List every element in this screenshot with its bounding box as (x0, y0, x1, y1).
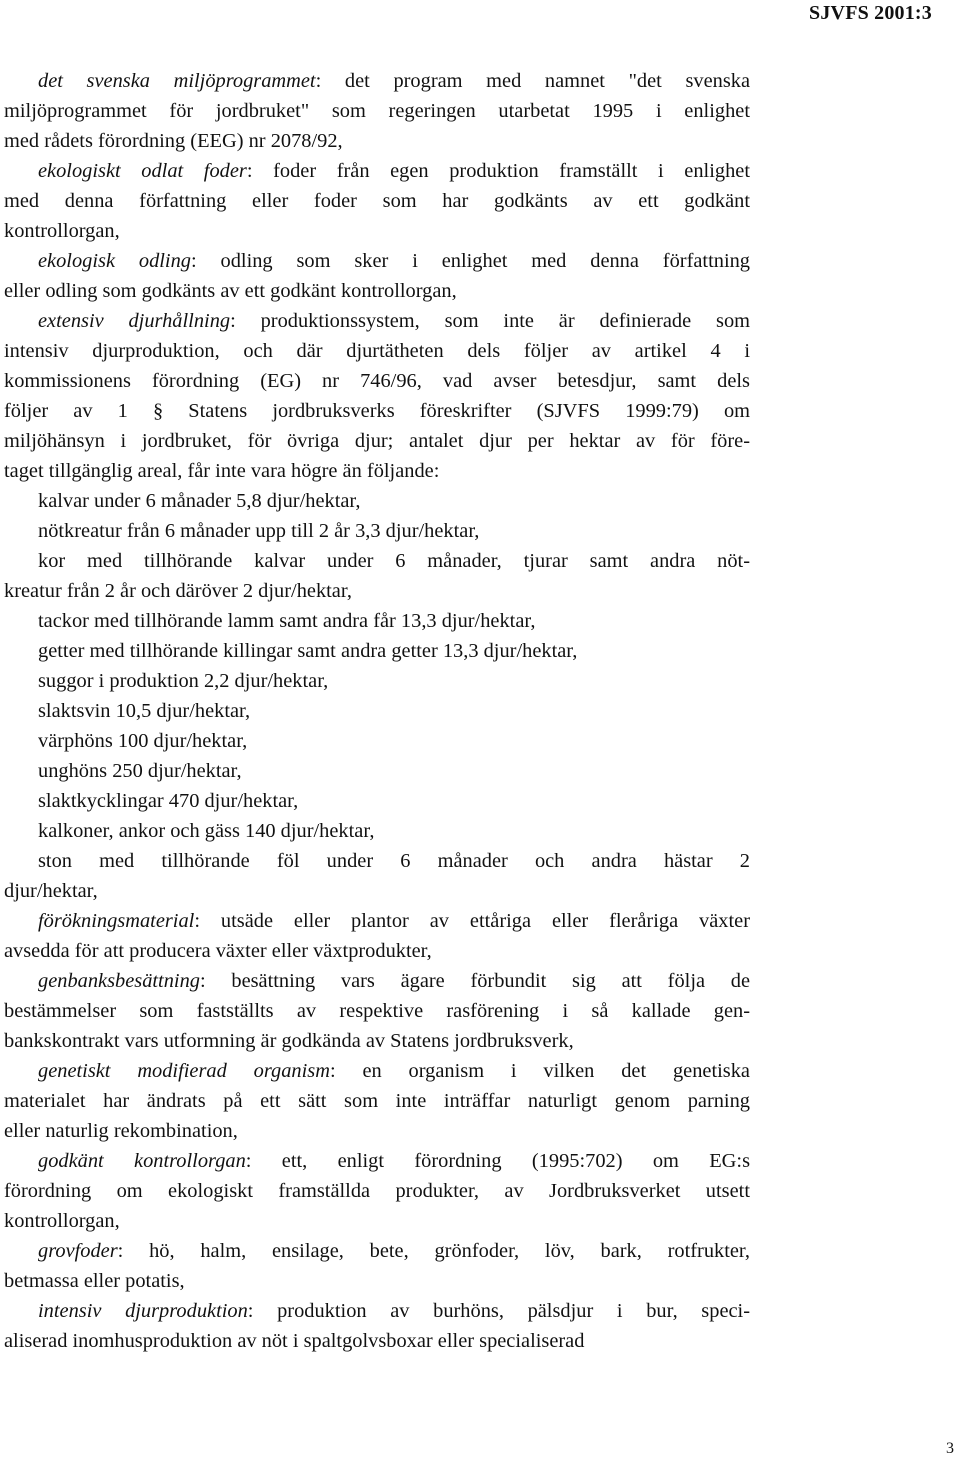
line-text: med rådets förordning (EEG) nr 2078/92, (4, 130, 343, 152)
text-line (4, 816, 750, 846)
text-line (4, 276, 750, 306)
defined-term: extensiv djurhållning (38, 310, 231, 332)
definition-line (4, 1236, 750, 1266)
line-text: getter med tillhörande killingar samt andra getter 13,3 djur/hektar, (38, 640, 578, 662)
line-text: kommissionens förordning (EG) nr 746/96, vad avser betesdjur, samt dels (4, 370, 750, 392)
definition-line (4, 306, 750, 336)
text-line (4, 486, 750, 516)
document-body (4, 66, 750, 1356)
defined-term: grovfoder (38, 1240, 118, 1262)
definition-line (4, 156, 750, 186)
line-text: : besättning vars ägare förbundit sig att följa de (199, 970, 750, 992)
line-text: förordning om ekologiskt framställda produkter, av Jordbruksverket utsett (4, 1180, 750, 1202)
defined-term: förökningsmaterial (38, 910, 195, 932)
text-line (4, 876, 750, 906)
line-text: avsedda för att producera växter eller växtprodukter, (4, 940, 432, 962)
text-line (4, 666, 750, 696)
line-text: kalkoner, ankor och gäss 140 djur/hektar, (38, 820, 375, 842)
text-line (4, 696, 750, 726)
definition-line (4, 1056, 750, 1086)
line-text: : produktion av burhöns, pälsdjur i bur, speci- (247, 1300, 750, 1322)
defined-term: det svenska miljöprogrammet (38, 70, 316, 92)
line-text: miljöprogrammet för jordbruket" som regeringen utarbetat 1995 i enlighet (4, 100, 750, 122)
line-text: kontrollorgan, (4, 220, 120, 242)
text-line (4, 126, 750, 156)
defined-term: ekologisk odling (38, 250, 191, 272)
text-line (4, 756, 750, 786)
line-text: värphöns 100 djur/hektar, (38, 730, 248, 752)
text-line (4, 546, 750, 576)
line-text: suggor i produktion 2,2 djur/hektar, (38, 670, 329, 692)
text-line (4, 1266, 750, 1296)
definition-line (4, 66, 750, 96)
defined-term: intensiv djurproduktion (38, 1300, 248, 1322)
text-line (4, 1086, 750, 1116)
defined-term: genbanksbesättning (38, 970, 200, 992)
defined-term: ekologiskt odlat foder (38, 160, 247, 182)
line-text: intensiv djurproduktion, och där djurtätheten dels följer av artikel 4 i (4, 340, 750, 362)
definition-line (4, 246, 750, 276)
line-text: slaktsvin 10,5 djur/hektar, (38, 700, 251, 722)
line-text: miljöhänsyn i jordbruket, för övriga djur; antalet djur per hektar av för före- (4, 430, 750, 452)
line-text: kontrollorgan, (4, 1210, 120, 1232)
line-text: : hö, halm, ensilage, bete, grönfoder, löv, bark, rotfrukter, (117, 1240, 750, 1262)
line-text: : en organism i vilken det genetiska (329, 1060, 750, 1082)
line-text: kreatur från 2 år och däröver 2 djur/hektar, (4, 580, 352, 602)
text-line (4, 456, 750, 486)
text-line (4, 96, 750, 126)
line-text: betmassa eller potatis, (4, 1270, 185, 1292)
document-id-header: SJVFS 2001:3 (809, 2, 932, 24)
line-text: : produktionssystem, som inte är definierade som (230, 310, 750, 332)
definition-line (4, 1296, 750, 1326)
text-line (4, 576, 750, 606)
line-text: ston med tillhörande föl under 6 månader och andra hästar 2 (38, 850, 750, 872)
text-line (4, 1326, 750, 1356)
text-line (4, 516, 750, 546)
line-text: unghöns 250 djur/hektar, (38, 760, 242, 782)
text-line (4, 606, 750, 636)
text-line (4, 1176, 750, 1206)
line-text: djur/hektar, (4, 880, 98, 902)
text-line (4, 366, 750, 396)
line-text: : odling som sker i enlighet med denna författning (190, 250, 750, 272)
text-line (4, 846, 750, 876)
line-text: eller naturlig rekombination, (4, 1120, 238, 1142)
definition-line (4, 966, 750, 996)
text-line (4, 426, 750, 456)
line-text: bestämmelser som fastställts av respektive rasförening i så kallade gen- (4, 1000, 750, 1022)
line-text: taget tillgänglig areal, får inte vara högre än följande: (4, 460, 440, 482)
line-text: kor med tillhörande kalvar under 6 månader, tjurar samt andra nöt- (38, 550, 750, 572)
text-line (4, 1116, 750, 1146)
text-line (4, 726, 750, 756)
line-text: : foder från egen produktion framställt i enlighet (246, 160, 750, 182)
text-line (4, 786, 750, 816)
text-line (4, 186, 750, 216)
text-line (4, 936, 750, 966)
line-text: kalvar under 6 månader 5,8 djur/hektar, (38, 490, 361, 512)
text-line (4, 1206, 750, 1236)
defined-term: godkänt kontrollorgan (38, 1150, 246, 1172)
line-text: materialet har ändrats på ett sätt som inte inträffar naturligt genom parning (4, 1090, 750, 1112)
line-text: : utsäde eller plantor av ettåriga eller fleråriga växter (194, 910, 750, 932)
line-text: : det program med namnet "det svenska (315, 70, 750, 92)
line-text: aliserad inomhusproduktion av nöt i spaltgolvsboxar eller specialiserad (4, 1330, 585, 1352)
definition-line (4, 1146, 750, 1176)
text-line (4, 636, 750, 666)
line-text: följer av 1 § Statens jordbruksverks föreskrifter (SJVFS 1999:79) om (4, 400, 750, 422)
line-text: nötkreatur från 6 månader upp till 2 år 3,3 djur/hektar, (38, 520, 480, 542)
line-text: slaktkycklingar 470 djur/hektar, (38, 790, 299, 812)
page-number: 3 (946, 1440, 954, 1457)
text-line (4, 996, 750, 1026)
text-line (4, 396, 750, 426)
line-text: tackor med tillhörande lamm samt andra får 13,3 djur/hektar, (38, 610, 536, 632)
line-text: med denna författning eller foder som har godkänts av ett godkänt (4, 190, 750, 212)
line-text: eller odling som godkänts av ett godkänt kontrollorgan, (4, 280, 457, 302)
line-text: bankskontrakt vars utformning är godkända av Statens jordbruksverk, (4, 1030, 574, 1052)
line-text: : ett, enligt förordning (1995:702) om EG:s (245, 1150, 750, 1172)
definition-line (4, 906, 750, 936)
text-line (4, 336, 750, 366)
text-line (4, 216, 750, 246)
text-line (4, 1026, 750, 1056)
defined-term: genetiskt modifierad organism (38, 1060, 330, 1082)
